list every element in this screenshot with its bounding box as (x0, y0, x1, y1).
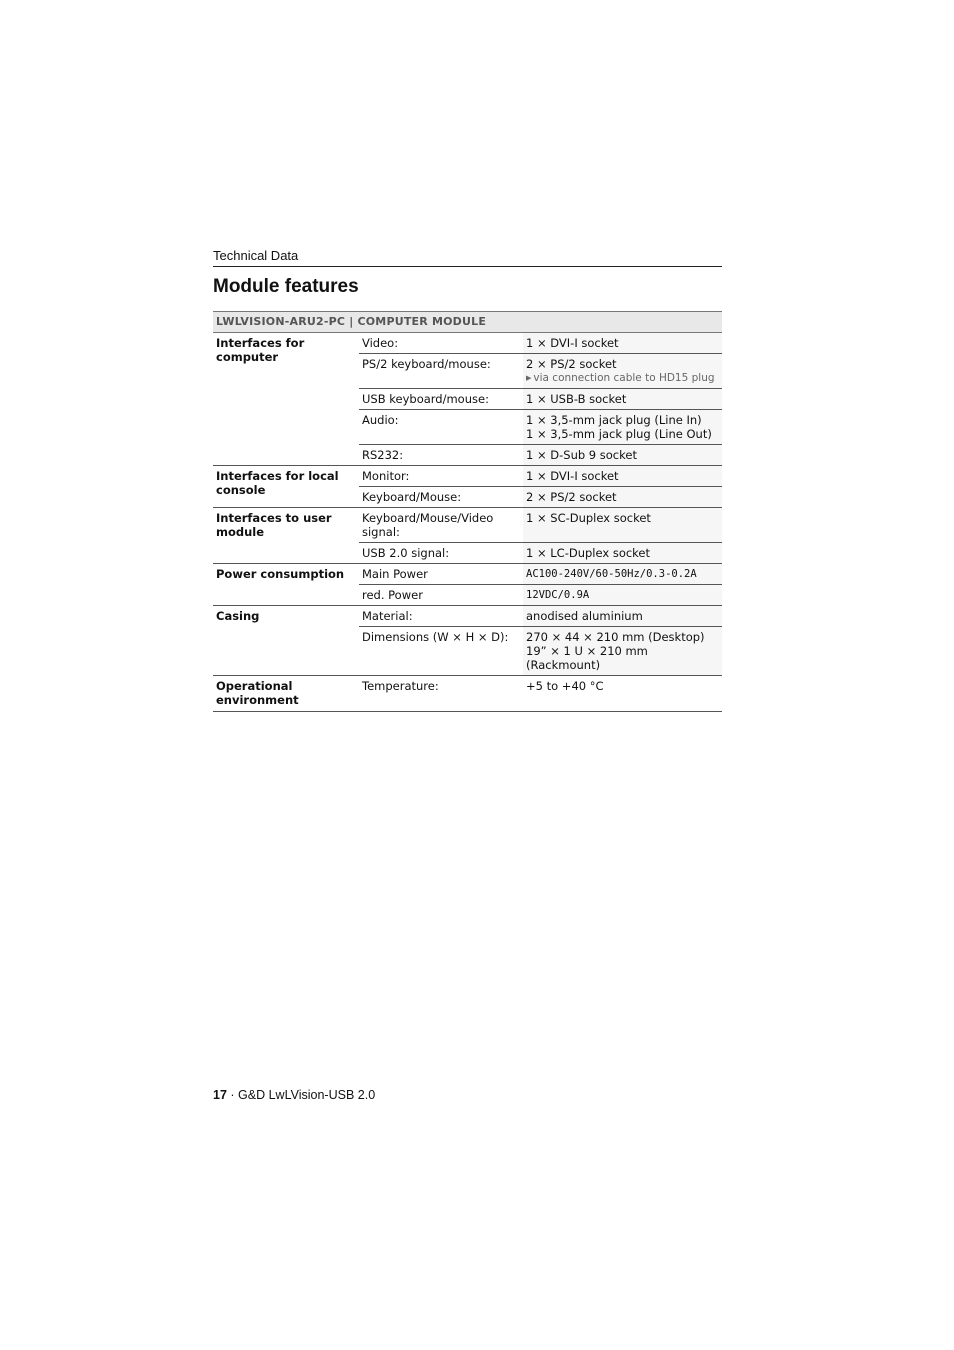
table-row (213, 676, 722, 712)
key-cell: Temperature: (359, 676, 523, 712)
value-cell: 1 × SC-Duplex socket (523, 508, 722, 543)
value-line: 1 × 3,5-mm jack plug (Line Out) (526, 427, 712, 441)
key-cell: Keyboard/Mouse/Video signal: (359, 508, 523, 543)
triangle-right-icon: ▶ (526, 374, 532, 382)
key-cell: RS232: (359, 445, 523, 466)
category-cell: Interfaces for local console (213, 466, 359, 508)
value-cell: AC100-240V/60-50Hz/0.3-0.2A (523, 564, 722, 585)
key-cell: USB keyboard/mouse: (359, 389, 523, 410)
value-line: 270 × 44 × 210 mm (Desktop) (526, 630, 705, 644)
category-cell: Casing (213, 606, 359, 676)
value-cell (523, 627, 722, 676)
value-line: 19” × 1 U × 210 mm (Rackmount) (526, 644, 648, 672)
value-cell: +5 to +40 °C (523, 676, 722, 712)
header-divider (213, 266, 722, 267)
key-cell: Dimensions (W × H × D): (359, 627, 523, 676)
table-row (213, 564, 722, 585)
key-cell: Monitor: (359, 466, 523, 487)
category-cell: Interfaces to user module (213, 508, 359, 564)
value-cell: 1 × USB-B socket (523, 389, 722, 410)
category-cell: Interfaces for computer (213, 333, 359, 466)
value-text: 2 × PS/2 socket (526, 357, 617, 371)
value-cell: 1 × D-Sub 9 socket (523, 445, 722, 466)
value-note (526, 371, 719, 385)
table-row (213, 606, 722, 627)
value-cell: 1 × DVI-I socket (523, 466, 722, 487)
table-row (213, 508, 722, 543)
table-row (213, 333, 722, 354)
key-cell: Main Power (359, 564, 523, 585)
value-line: 1 × 3,5-mm jack plug (Line In) (526, 413, 702, 427)
key-cell: Video: (359, 333, 523, 354)
page-title: Module features (213, 276, 359, 297)
key-cell: USB 2.0 signal: (359, 543, 523, 564)
value-cell (523, 354, 722, 389)
footer-separator: · (230, 1088, 235, 1102)
value-cell: 12VDC/0.9A (523, 585, 722, 606)
page-footer (213, 1088, 375, 1102)
value-cell: 1 × DVI-I socket (523, 333, 722, 354)
key-cell: Material: (359, 606, 523, 627)
key-cell: Audio: (359, 410, 523, 445)
value-cell (523, 410, 722, 445)
note-text: via connection cable to HD15 plug (533, 372, 715, 384)
table-row (213, 466, 722, 487)
doc-title: G&D LwLVision-USB 2.0 (238, 1088, 376, 1102)
section-header: Technical Data (213, 248, 299, 263)
value-cell: anodised aluminium (523, 606, 722, 627)
key-cell: red. Power (359, 585, 523, 606)
category-cell: Power consumption (213, 564, 359, 606)
page-number: 17 (213, 1088, 227, 1102)
spec-table (213, 311, 722, 712)
key-cell: PS/2 keyboard/mouse: (359, 354, 523, 389)
category-cell: Operational environment (213, 676, 359, 712)
table-caption: LWLVISION-ARU2-PC | COMPUTER MODULE (213, 312, 722, 333)
key-cell: Keyboard/Mouse: (359, 487, 523, 508)
value-cell: 2 × PS/2 socket (523, 487, 722, 508)
table-title-row (213, 312, 722, 333)
value-cell: 1 × LC-Duplex socket (523, 543, 722, 564)
